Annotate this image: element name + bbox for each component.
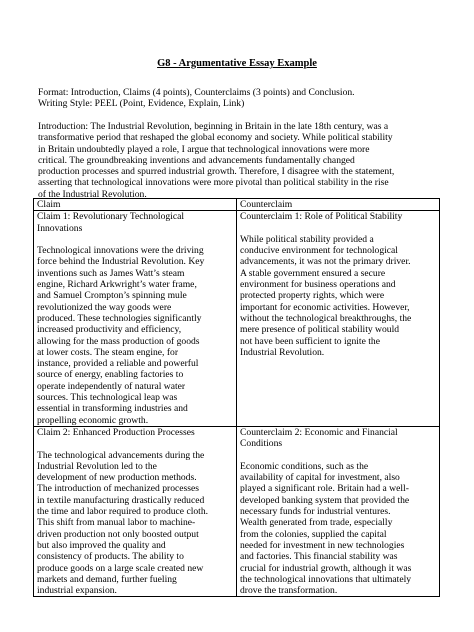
counterclaim-text-line: not have been sufficient to ignite the — [240, 335, 380, 347]
counterclaim-text-line: availability of capital for investment, also — [240, 472, 400, 484]
counterclaim-text-line: A stable government ensured a secure — [240, 267, 386, 279]
counterclaim-cell — [237, 211, 440, 427]
introduction-line: Introduction: The Industrial Revolution, beginning in Britain in the late 18th century, was a — [38, 121, 389, 132]
claim-title: Claim 1: Revolutionary Technological — [37, 211, 185, 223]
claim-text-line: increased productivity and efficiency, — [37, 324, 182, 336]
counterclaim-title: Counterclaim 2: Economic and Financial — [240, 426, 398, 438]
counterclaim-text-line: developed banking system that provided the — [240, 494, 410, 506]
counterclaim-text-line: important for economic activities. However, — [240, 301, 410, 313]
claim-text-line: Technological innovations were the driving — [37, 245, 204, 257]
claim-text-line: The introduction of mechanized processes — [37, 483, 199, 495]
introduction-line: in Britain undoubtedly played a role, I argue that technological innovations were more — [38, 143, 370, 155]
column-header-counterclaim: Counterclaim — [237, 199, 440, 211]
claim-text-line: This shift from manual labor to machine- — [37, 517, 196, 529]
counterclaim-text-line: conducive environment for technological — [240, 245, 398, 257]
claim-text-line: inventions such as James Watt’s steam — [37, 267, 185, 279]
claim-text-line: at lower costs. The steam engine, for — [37, 346, 179, 358]
table-header-row — [34, 199, 440, 211]
counterclaim-text-line: advancements, it was not the primary driver. — [240, 256, 411, 268]
counterclaim-text-line: While political stability provided a — [240, 233, 374, 245]
table-row — [34, 426, 440, 596]
format-line: Format: Introduction, Claims (4 points), Counterclaims (3 points) and Conclusion. — [38, 87, 355, 98]
claim-text-line: sources. This technological leap was — [37, 392, 178, 404]
writing-style-line: Writing Style: PEEL (Point, Evidence, Explain, Link) — [38, 98, 245, 109]
claim-text-line: operate independently of natural water — [37, 380, 186, 392]
introduction-line: asserting that technological innovations were more pivotal than political stability in the rise — [38, 177, 389, 189]
claim-text-line: development of new production methods. — [37, 472, 197, 484]
claim-text-line: propelling economic growth. — [37, 414, 149, 426]
claim-text-line: source of energy, enabling factories to — [37, 369, 184, 381]
counterclaim-text-line: played a significant role. Britain had a well- — [240, 483, 409, 495]
claim-text-line: The technological advancements during the — [37, 449, 205, 461]
counterclaim-text-line: drove the transformation. — [240, 585, 338, 597]
claim-text-line: allowing for the mass production of goods — [37, 335, 200, 347]
column-header-claim: Claim — [34, 199, 237, 211]
claim-text-line: in textile manufacturing drastically reduced — [37, 494, 205, 506]
claim-text-line: instance, provided a reliable and powerful — [37, 358, 199, 370]
claim-cell — [34, 426, 237, 596]
table-row — [34, 211, 440, 427]
claim-text-line: and Samuel Crompton’s spinning mule — [37, 290, 187, 302]
counterclaim-text-line: crucial for industrial growth, although it was — [240, 562, 412, 574]
introduction-line: critical. The groundbreaking inventions and advancements fundamentally changed — [38, 154, 355, 166]
counterclaim-text-line: without the technological breakthroughs, the — [240, 312, 412, 324]
claim-text-line: driven production not only boosted output — [37, 528, 199, 540]
claim-text-line: produced. These technologies significantly — [37, 312, 202, 324]
claims-table — [33, 198, 440, 597]
claim-text-line: markets and demand, further fueling — [37, 573, 177, 585]
counterclaim-text-line: Industrial Revolution. — [240, 346, 325, 358]
counterclaim-text-line: mere presence of political stability would — [240, 324, 400, 336]
claim-text-line: produce goods on a large scale created new — [37, 562, 204, 574]
counterclaim-text-line: necessary funds for industrial ventures. — [240, 506, 391, 518]
introduction-line: transformative period that reshaped the global economy and society. While political stability — [38, 132, 393, 144]
claim-cell — [34, 211, 237, 427]
claim-text-line: Industrial Revolution led to the — [37, 460, 157, 472]
introduction-paragraph — [38, 121, 438, 200]
claim-text-line: engine, Richard Arkwright’s water frame, — [37, 279, 197, 291]
counterclaim-cell — [237, 426, 440, 596]
counterclaim-text-line: protected property rights, which were — [240, 290, 385, 302]
counterclaim-text-line: Wealth generated from trade, especially — [240, 517, 393, 529]
counterclaim-text-line: from the colonies, supplied the capital — [240, 528, 387, 540]
claim-text-line: consistency of products. The ability to — [37, 551, 184, 563]
counterclaim-title: Conditions — [240, 438, 283, 450]
document-title: G8 - Argumentative Essay Example — [157, 58, 317, 69]
claim-title: Innovations — [37, 222, 83, 234]
counterclaim-text-line: Economic conditions, such as the — [240, 460, 369, 472]
claim-text-line: essential in transforming industries and — [37, 403, 188, 415]
claim-text-line: but also improved the quality and — [37, 539, 166, 551]
counterclaim-text-line: environment for business operations and — [240, 279, 396, 291]
introduction-line: production processes and spurred industrial growth. Therefore, I disagree with the statement, — [38, 166, 395, 178]
claim-title: Claim 2: Enhanced Production Processes — [37, 426, 195, 438]
introduction-line: of the Industrial Revolution. — [38, 188, 147, 200]
claim-text-line: the time and labor required to produce cloth. — [37, 506, 209, 518]
counterclaim-text-line: the technological innovations that ultimately — [240, 573, 412, 585]
counterclaim-text-line: needed for investment in new technologies — [240, 539, 405, 551]
claim-text-line: force behind the Industrial Revolution. Key — [37, 256, 205, 268]
claim-text-line: industrial expansion. — [37, 585, 117, 597]
counterclaim-title: Counterclaim 1: Role of Political Stability — [240, 211, 403, 223]
counterclaim-text-line: and factories. This financial stability was — [240, 551, 398, 563]
claim-text-line: revolutionized the way goods were — [37, 301, 172, 313]
